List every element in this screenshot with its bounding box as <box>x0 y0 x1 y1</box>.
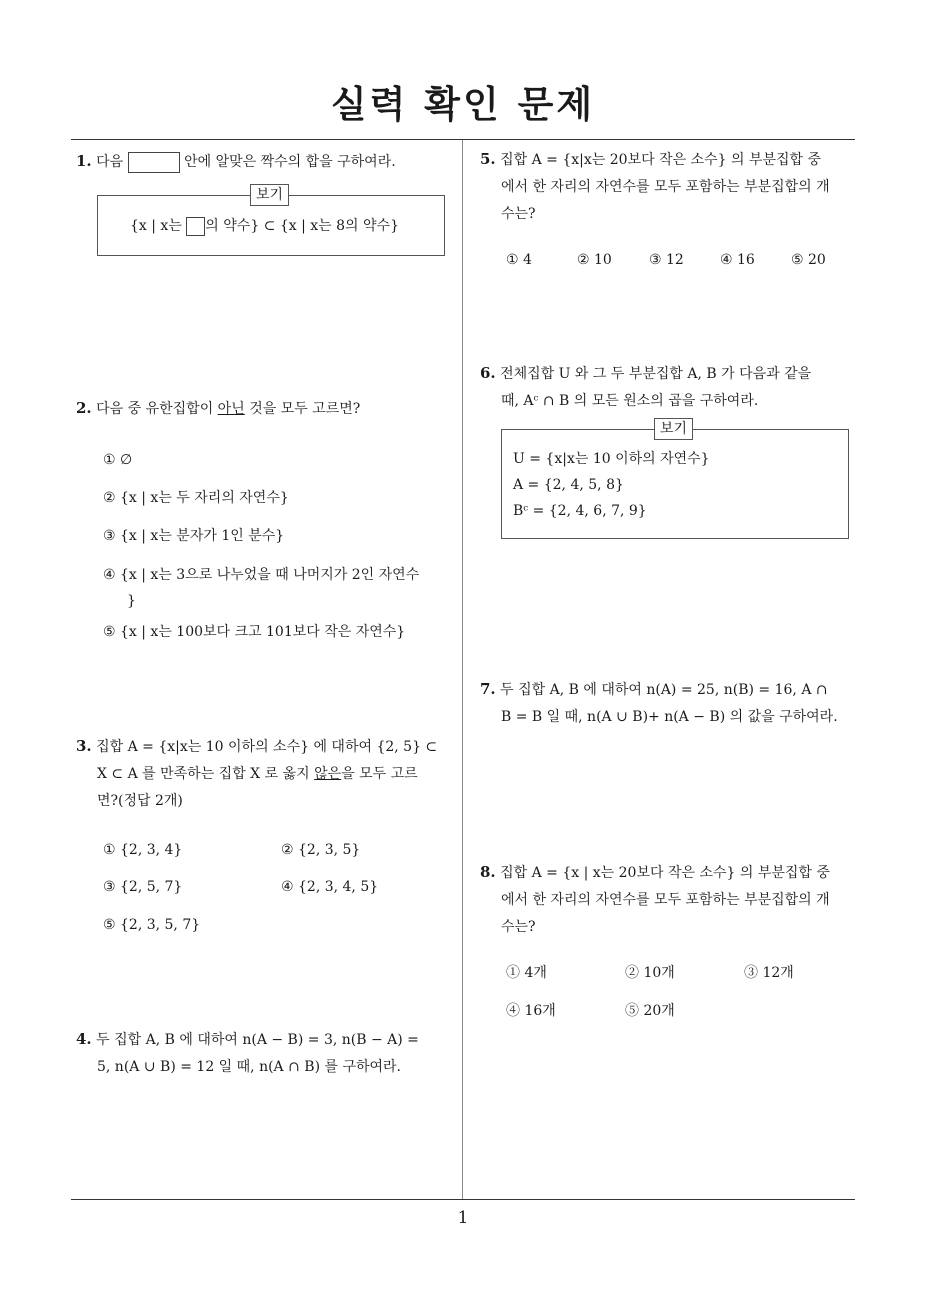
question-number: 4. <box>76 1030 92 1048</box>
question-number: 1. <box>76 152 92 170</box>
choice-4[interactable]: ④ {2, 3, 4, 5} <box>281 879 379 895</box>
question-text: 을 모두 고르 <box>341 766 418 782</box>
choice-4[interactable]: ④ {x | x는 3으로 나누었을 때 나머지가 2인 자연수 <box>103 567 420 583</box>
page-title: 실력 확인 문제 <box>330 83 596 126</box>
page-number: 1 <box>457 1208 469 1228</box>
question-number: 8. <box>480 863 496 881</box>
set-definition: U = {x|x는 10 이하의 자연수} <box>513 451 710 467</box>
question-number: 7. <box>480 680 496 698</box>
question-text: 집합 A = {x|x는 20보다 작은 소수} 의 부분집합 중 <box>500 152 822 168</box>
underlined-keyword: 않은 <box>314 766 342 782</box>
top-rule <box>71 139 855 140</box>
question-5 <box>480 146 865 228</box>
question-text: 수는? <box>501 206 536 222</box>
question-text: B = B 일 때, n(A ∪ B)+ n(A − B) 의 값을 구하여라. <box>501 709 838 725</box>
question-text: 5, n(A ∪ B) = 12 일 때, n(A ∩ B) 를 구하여라. <box>97 1059 402 1075</box>
bottom-rule <box>71 1199 855 1200</box>
choice-3[interactable]: ③ 12개 <box>744 965 794 981</box>
example-box-label: 보기 <box>250 184 289 206</box>
choice-5[interactable]: ⑤ {x | x는 100보다 크고 101보다 작은 자연수} <box>103 624 406 640</box>
column-divider <box>462 140 463 1200</box>
choice-5[interactable]: ⑤ 20개 <box>625 1003 675 1019</box>
choice-3[interactable]: ③ {2, 5, 7} <box>103 879 183 895</box>
question-text: X ⊂ A 를 만족하는 집합 X 로 옳지 <box>97 766 310 782</box>
question-text: 수는? <box>501 919 536 935</box>
choice-4-continuation: } <box>127 593 136 609</box>
choice-3[interactable]: ③ {x | x는 분자가 1인 분수} <box>103 528 285 544</box>
choice-2[interactable]: ② {x | x는 두 자리의 자연수} <box>103 490 289 506</box>
question-text: 에서 한 자리의 자연수를 모두 포함하는 부분집합의 개 <box>501 892 830 908</box>
choice-1[interactable]: ① ∅ <box>103 452 133 468</box>
question-text: 전체집합 U 와 그 두 부분집합 A, B 가 다음과 같을 <box>500 366 812 382</box>
set-definition: A = {2, 4, 5, 8} <box>513 477 624 493</box>
question-text: 것을 모두 고르면? <box>249 401 361 417</box>
choice-2[interactable]: ② 10 <box>577 252 612 268</box>
choice-5[interactable]: ⑤ 20 <box>791 252 826 268</box>
question-text: 에서 한 자리의 자연수를 모두 포함하는 부분집합의 개 <box>501 179 830 195</box>
question-3 <box>76 733 461 815</box>
question-text: 안에 알맞은 짝수의 합을 구하여라. <box>184 154 396 170</box>
question-text: 다음 <box>96 154 124 170</box>
question-text: 두 집합 A, B 에 대하여 n(A) = 25, n(B) = 16, A ∩ <box>500 682 828 698</box>
question-text: 다음 중 유한집합이 <box>96 401 214 417</box>
question-1 <box>76 148 456 176</box>
set-expression: {x | x는 <box>130 218 182 234</box>
example-box-label: 보기 <box>654 418 693 440</box>
question-number: 3. <box>76 737 92 755</box>
question-text: 면?(정답 2개) <box>97 793 183 809</box>
question-number: 5. <box>480 150 496 168</box>
choice-2[interactable]: ② {2, 3, 5} <box>281 842 361 858</box>
choice-4[interactable]: ④ 16개 <box>506 1003 556 1019</box>
question-7 <box>480 676 865 731</box>
choice-5[interactable]: ⑤ {2, 3, 5, 7} <box>103 917 201 933</box>
choice-4[interactable]: ④ 16 <box>720 252 755 268</box>
question-text: 집합 A = {x | x는 20보다 작은 소수} 의 부분집합 중 <box>500 865 830 881</box>
choice-3[interactable]: ③ 12 <box>649 252 684 268</box>
choice-1[interactable]: ① {2, 3, 4} <box>103 842 183 858</box>
underlined-keyword: 아닌 <box>217 401 245 417</box>
question-8 <box>480 859 865 941</box>
choice-1[interactable]: ① 4개 <box>506 965 547 981</box>
question-2 <box>76 395 456 423</box>
question-text: 집합 A = {x|x는 10 이하의 소수} 에 대하여 {2, 5} ⊂ <box>96 739 438 755</box>
choice-1[interactable]: ① 4 <box>506 252 532 268</box>
question-4 <box>76 1026 461 1081</box>
question-6 <box>480 360 865 415</box>
example-box-content <box>130 215 399 236</box>
question-text: 때, Aᶜ ∩ B 의 모든 원소의 곱을 구하여라. <box>501 393 759 409</box>
answer-blank-box <box>128 152 180 173</box>
set-definition: Bᶜ = {2, 4, 6, 7, 9} <box>513 503 647 519</box>
choice-2[interactable]: ② 10개 <box>625 965 675 981</box>
small-blank-box <box>186 217 205 236</box>
question-number: 2. <box>76 399 92 417</box>
question-number: 6. <box>480 364 496 382</box>
example-box-content <box>513 446 710 524</box>
question-text: 두 집합 A, B 에 대하여 n(A − B) = 3, n(B − A) = <box>96 1032 419 1048</box>
set-expression: 의 약수} ⊂ {x | x는 8의 약수} <box>205 218 399 234</box>
